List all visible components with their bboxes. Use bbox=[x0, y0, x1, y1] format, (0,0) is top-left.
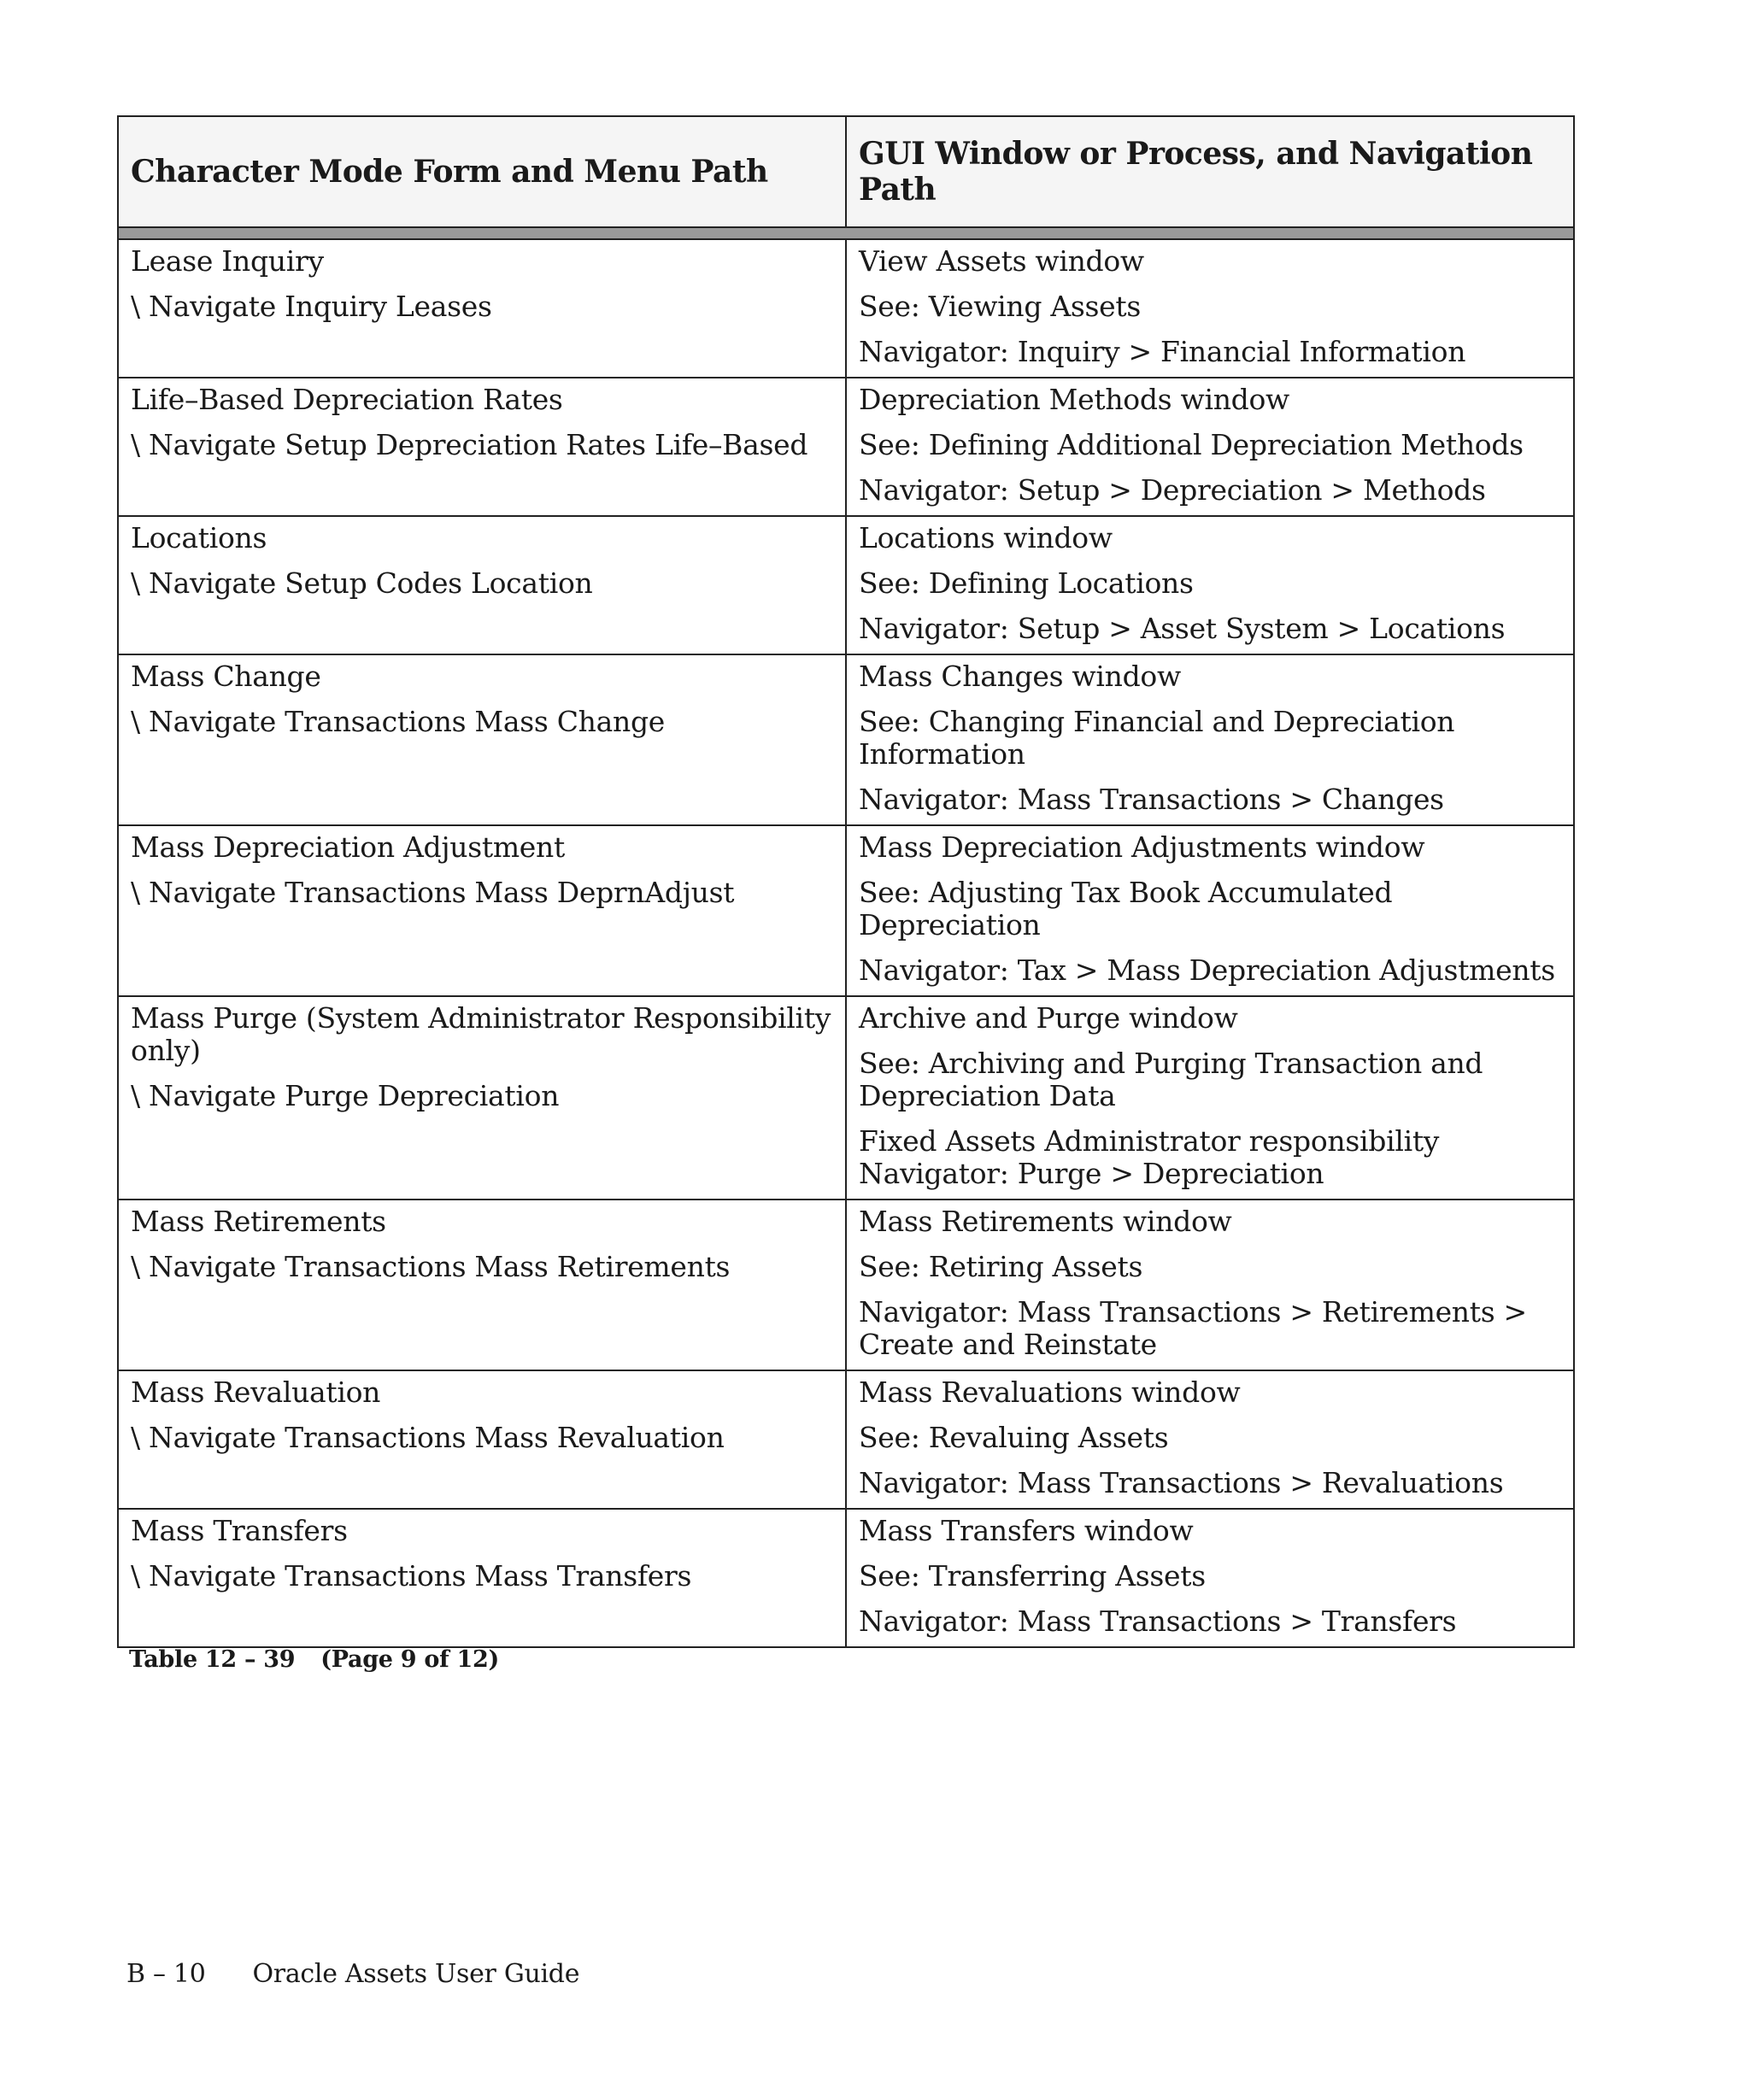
navigation-path-line: Fixed Assets Administrator responsibility Navigator: Purge > Depreciation bbox=[859, 1124, 1440, 1190]
table-row bbox=[118, 239, 1574, 378]
menu-path-line: Mass Retirements bbox=[131, 1205, 386, 1238]
character-mode-cell bbox=[118, 1370, 846, 1509]
character-mode-cell bbox=[118, 996, 846, 1200]
gui-window-cell bbox=[846, 996, 1574, 1200]
navigation-path-table-container bbox=[117, 115, 1573, 1648]
navigation-path-line: See: Viewing Assets bbox=[859, 290, 1142, 323]
navigation-path-line: Mass Changes window bbox=[859, 660, 1181, 693]
navigation-path-line: Navigator: Mass Transactions > Changes bbox=[859, 783, 1444, 816]
character-mode-cell bbox=[118, 1509, 846, 1647]
navigation-path-line: Mass Retirements window bbox=[859, 1205, 1232, 1238]
gui-window-cell bbox=[846, 1200, 1574, 1370]
navigation-path-line: Navigator: Mass Transactions > Transfers bbox=[859, 1604, 1457, 1638]
navigation-path-line: Navigator: Tax > Mass Depreciation Adjustments bbox=[859, 953, 1555, 987]
table-body bbox=[118, 227, 1574, 1647]
table-header-row bbox=[118, 116, 1574, 227]
menu-path-line: \ Navigate Transactions Mass Retirements bbox=[131, 1250, 731, 1283]
navigation-path-line: Mass Depreciation Adjustments window bbox=[859, 830, 1425, 864]
menu-path-line: Locations bbox=[131, 521, 267, 554]
menu-path-line: \ Navigate Setup Codes Location bbox=[131, 566, 593, 600]
navigation-path-line: Archive and Purge window bbox=[859, 1001, 1238, 1035]
header-character-mode: Character Mode Form and Menu Path bbox=[118, 116, 846, 227]
table-row bbox=[118, 378, 1574, 516]
table-number: Table 12 – 39 bbox=[129, 1646, 296, 1673]
gui-window-cell bbox=[846, 1370, 1574, 1509]
character-mode-cell bbox=[118, 1200, 846, 1370]
menu-path-line: \ Navigate Transactions Mass DeprnAdjust bbox=[131, 876, 735, 909]
table-row bbox=[118, 654, 1574, 825]
menu-path-line: \ Navigate Inquiry Leases bbox=[131, 290, 492, 323]
character-mode-cell bbox=[118, 378, 846, 516]
book-title: Oracle Assets User Guide bbox=[252, 1959, 580, 1989]
menu-path-line: \ Navigate Setup Depreciation Rates Life–Based bbox=[131, 428, 808, 461]
navigation-path-line: See: Revaluing Assets bbox=[859, 1421, 1169, 1454]
table-row bbox=[118, 516, 1574, 654]
header-gui-window: GUI Window or Process, and Navigation Path bbox=[846, 116, 1574, 227]
menu-path-line: \ Navigate Transactions Mass Revaluation bbox=[131, 1421, 725, 1454]
gui-window-cell bbox=[846, 239, 1574, 378]
navigation-path-line: See: Archiving and Purging Transaction and Depreciation Data bbox=[859, 1047, 1483, 1112]
page-number: B – 10 bbox=[126, 1959, 206, 1989]
character-mode-cell bbox=[118, 825, 846, 996]
table-row bbox=[118, 996, 1574, 1200]
menu-path-line: Mass Depreciation Adjustment bbox=[131, 830, 565, 864]
navigation-path-line: View Assets window bbox=[859, 244, 1144, 278]
header-rule bbox=[118, 227, 1574, 239]
menu-path-line: Mass Revaluation bbox=[131, 1376, 381, 1409]
navigation-path-line: Mass Transfers window bbox=[859, 1514, 1194, 1547]
navigation-path-line: See: Defining Locations bbox=[859, 566, 1194, 600]
gui-window-cell bbox=[846, 516, 1574, 654]
menu-path-line: Life–Based Depreciation Rates bbox=[131, 383, 563, 416]
navigation-path-line: See: Changing Financial and Depreciation Information bbox=[859, 705, 1455, 771]
navigation-path-line: See: Transferring Assets bbox=[859, 1559, 1206, 1593]
navigation-path-line: See: Retiring Assets bbox=[859, 1250, 1143, 1283]
navigation-path-line: See: Adjusting Tax Book Accumulated Depreciation bbox=[859, 876, 1393, 941]
character-mode-cell bbox=[118, 239, 846, 378]
gui-window-cell bbox=[846, 1509, 1574, 1647]
gui-window-cell bbox=[846, 654, 1574, 825]
table-page-info: (Page 9 of 12) bbox=[320, 1646, 499, 1673]
navigation-path-table bbox=[117, 115, 1575, 1648]
navigation-path-line: Navigator: Mass Transactions > Revaluations bbox=[859, 1466, 1504, 1499]
menu-path-line: Mass Purge (System Administrator Responsibility only) bbox=[131, 1001, 831, 1067]
menu-path-line: Mass Change bbox=[131, 660, 321, 693]
table-row bbox=[118, 1370, 1574, 1509]
gui-window-cell bbox=[846, 378, 1574, 516]
navigation-path-line: Navigator: Setup > Asset System > Locations bbox=[859, 612, 1506, 645]
table-row bbox=[118, 1200, 1574, 1370]
navigation-path-line: Navigator: Inquiry > Financial Information bbox=[859, 335, 1466, 368]
table-row bbox=[118, 825, 1574, 996]
gui-window-cell bbox=[846, 825, 1574, 996]
navigation-path-line: Depreciation Methods window bbox=[859, 383, 1289, 416]
table-row bbox=[118, 1509, 1574, 1647]
table-caption bbox=[129, 1646, 499, 1673]
navigation-path-line: Navigator: Setup > Depreciation > Methods bbox=[859, 473, 1486, 507]
page-footer bbox=[126, 1959, 579, 1989]
character-mode-cell bbox=[118, 654, 846, 825]
navigation-path-line: Locations window bbox=[859, 521, 1113, 554]
menu-path-line: \ Navigate Transactions Mass Change bbox=[131, 705, 666, 738]
menu-path-line: Mass Transfers bbox=[131, 1514, 348, 1547]
navigation-path-line: See: Defining Additional Depreciation Methods bbox=[859, 428, 1524, 461]
navigation-path-line: Mass Revaluations window bbox=[859, 1376, 1241, 1409]
character-mode-cell bbox=[118, 516, 846, 654]
menu-path-line: \ Navigate Purge Depreciation bbox=[131, 1079, 560, 1112]
menu-path-line: \ Navigate Transactions Mass Transfers bbox=[131, 1559, 692, 1593]
navigation-path-line: Navigator: Mass Transactions > Retirements > Create and Reinstate bbox=[859, 1295, 1527, 1361]
menu-path-line: Lease Inquiry bbox=[131, 244, 324, 278]
